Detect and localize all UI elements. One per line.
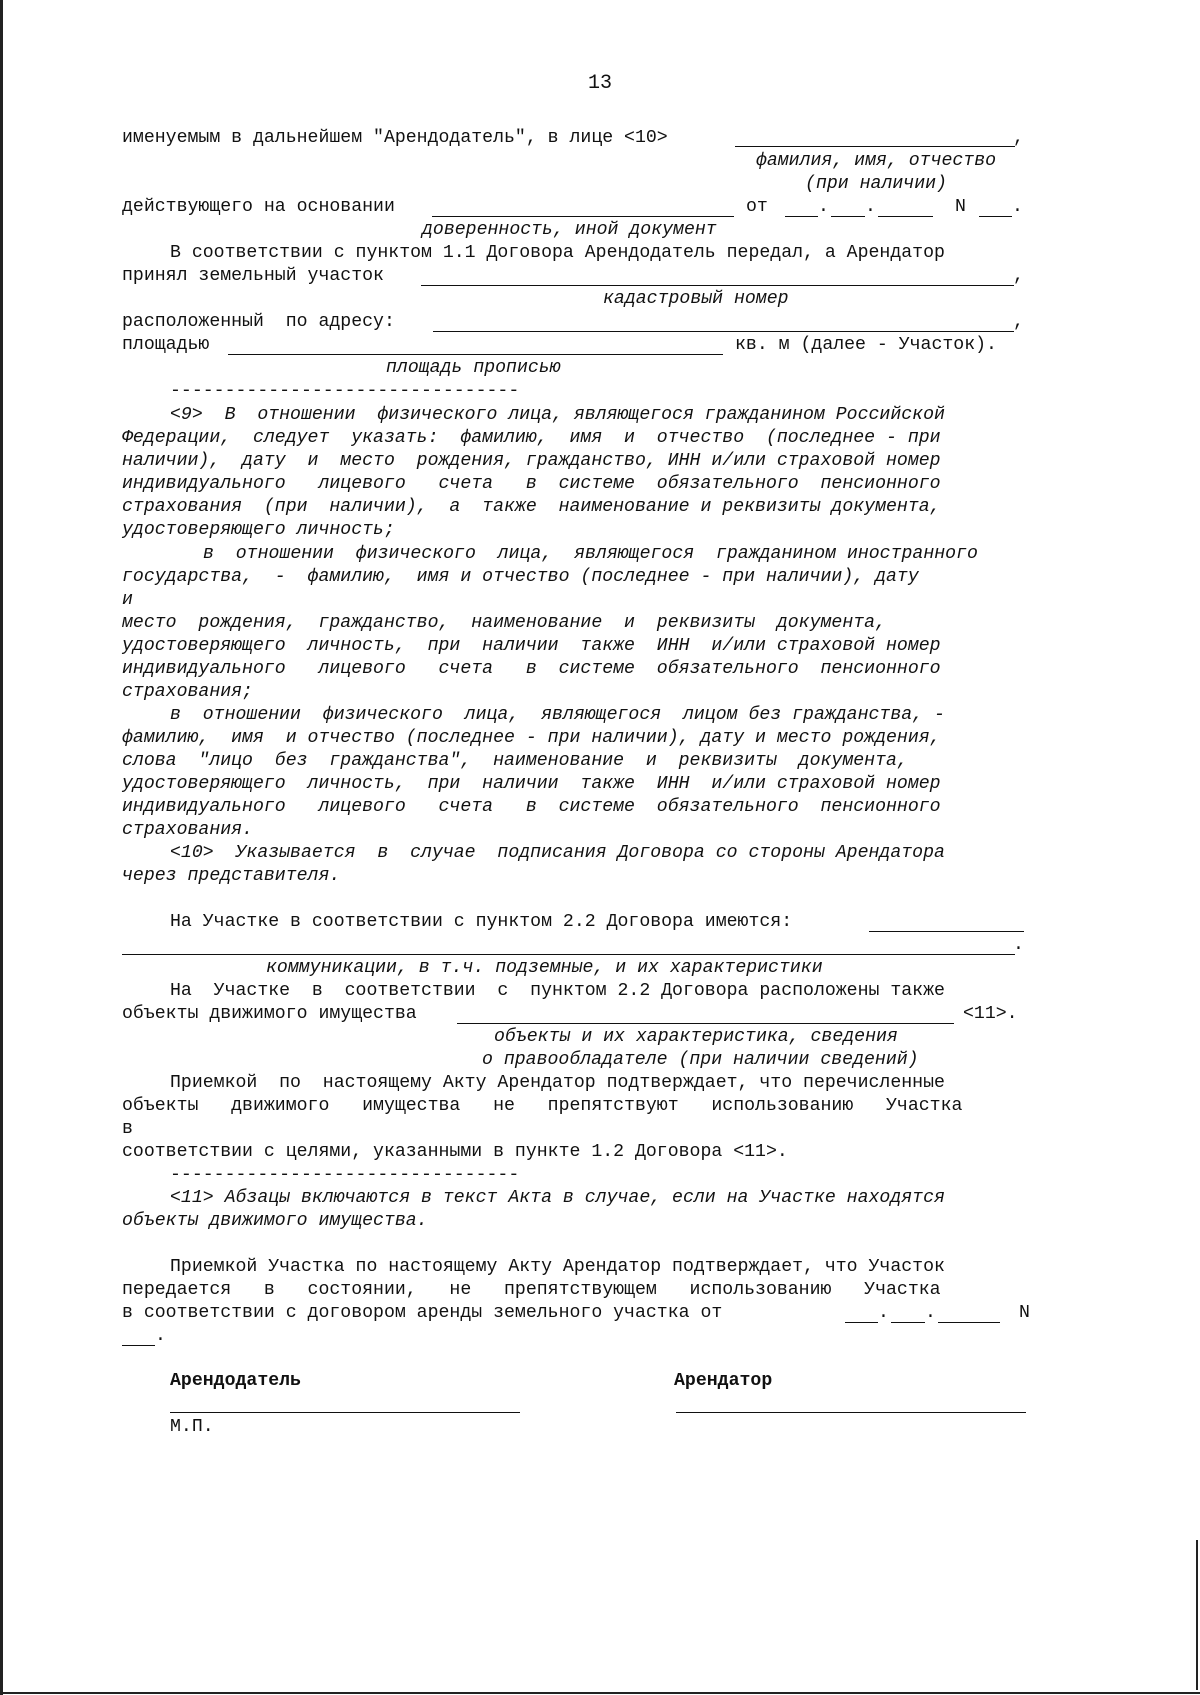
representative-hint-optional: (при наличии) — [805, 174, 947, 194]
movable-objects-field[interactable] — [457, 1023, 954, 1024]
footnote-9-line: место рождения, гражданство, наименование и реквизиты документа, — [122, 613, 886, 633]
date-dot: . — [878, 1303, 889, 1323]
footnote-11-line: <11> Абзацы включаются в текст Акта в случае, если на Участке находятся — [170, 1188, 945, 1208]
lessee-label: Арендатор — [674, 1371, 773, 1391]
movable-line-2: объекты движимого имущества — [122, 1004, 417, 1024]
cadastral-hint: кадастровый номер — [603, 289, 789, 309]
basis-document-field[interactable] — [432, 216, 734, 217]
communications-field-a[interactable] — [869, 931, 1024, 932]
lessor-label: Арендодатель — [170, 1371, 301, 1391]
period: . — [1013, 935, 1024, 955]
basis-hint: доверенность, иной документ — [422, 220, 717, 240]
basis-number-sign: N — [955, 197, 966, 217]
acceptance-1-line: объекты движимого имущества не препятствуют использованию Участка — [122, 1096, 963, 1116]
basis-day-field[interactable] — [785, 216, 818, 217]
area-suffix: кв. м (далее - Участок). — [735, 335, 997, 355]
scan-left-edge — [0, 0, 3, 1695]
footnote-9-line: наличии), дату и место рождения, гражданство, ИНН и/или страховой номер — [122, 451, 941, 471]
communications-field-b[interactable] — [122, 954, 1015, 955]
footnote-9-line: в отношении физического лица, являющегося лицом без гражданства, - — [170, 705, 945, 725]
footnote-10-line: через представителя. — [122, 866, 341, 886]
movable-ref: <11>. — [963, 1004, 1018, 1024]
footnote-separator: -------------------------------- — [170, 1165, 520, 1185]
address-field[interactable] — [433, 331, 1014, 332]
footnote-9-line: удостоверяющего личность, при наличии также ИНН и/или страховой номер — [122, 636, 941, 656]
lessee-signature-field[interactable] — [676, 1412, 1026, 1413]
footnote-9-line: государства, - фамилию, имя и отчество (последнее - при наличии), дату — [122, 567, 919, 587]
basis-number-field[interactable] — [979, 216, 1012, 217]
acceptance-2-line: Приемкой Участка по настоящему Акту Арендатор подтверждает, что Участок — [170, 1257, 945, 1277]
page-number: 13 — [587, 72, 612, 95]
contract-number-field[interactable] — [122, 1345, 155, 1346]
acceptance-1-line: в — [122, 1119, 133, 1139]
representative-text: именуемым в дальнейшем "Арендодатель", в лице <10> — [122, 128, 668, 148]
scan-right-mark — [1196, 1540, 1198, 1690]
movable-hint-2: о правообладателе (при наличии сведений) — [482, 1050, 919, 1070]
movable-line-1: На Участке в соответствии с пунктом 2.2 Договора расположены также — [170, 981, 945, 1001]
date-dot: . — [925, 1303, 936, 1323]
footnote-9-line: в отношении физического лица, являющегося гражданином иностранного — [203, 544, 978, 564]
contract-month-field[interactable] — [891, 1322, 925, 1323]
footnote-9-line: Федерации, следует указать: фамилию, имя и отчество (последнее - при — [122, 428, 941, 448]
basis-month-field[interactable] — [831, 216, 865, 217]
basis-from: от — [746, 197, 768, 217]
footnote-9-line: индивидуального лицевого счета в системе обязательного пенсионного — [122, 474, 941, 494]
date-dot: . — [865, 197, 876, 217]
lessor-signature-field[interactable] — [170, 1412, 520, 1413]
acceptance-2-line: передается в состоянии, не препятствующем использованию Участка — [122, 1280, 941, 1300]
period: . — [155, 1326, 166, 1346]
footnote-9-line: удостоверяющего личность, при наличии также ИНН и/или страховой номер — [122, 774, 941, 794]
footnote-9-line: слова "лицо без гражданства", наименование и реквизиты документа, — [122, 751, 908, 771]
footnote-9-line: удостоверяющего личность; — [122, 520, 395, 540]
period: . — [1012, 197, 1023, 217]
footnote-9-line: индивидуального лицевого счета в системе обязательного пенсионного — [122, 797, 941, 817]
area-field[interactable] — [228, 354, 723, 355]
footnote-9-line: страхования (при наличии), а также наименование и реквизиты документа, — [122, 497, 941, 517]
footnote-9-line: и — [122, 590, 133, 610]
communications-text: На Участке в соответствии с пунктом 2.2 Договора имеются: — [170, 912, 793, 932]
comma: , — [1013, 128, 1024, 148]
footnote-separator: -------------------------------- — [170, 381, 520, 401]
representative-name-field[interactable] — [735, 146, 1015, 147]
comma: , — [1013, 312, 1024, 332]
acceptance-1-line: соответствии с целями, указанными в пункте 1.2 Договора <11>. — [122, 1142, 788, 1162]
communications-hint: коммуникации, в т.ч. подземные, и их характеристики — [266, 958, 823, 978]
stamp-label: М.П. — [170, 1417, 214, 1437]
footnote-9-line: <9> В отношении физического лица, являющегося гражданином Российской — [170, 405, 945, 425]
date-dot: . — [818, 197, 829, 217]
footnote-9-line: индивидуального лицевого счета в системе обязательного пенсионного — [122, 659, 941, 679]
footnote-9-line: страхования; — [122, 682, 253, 702]
contract-day-field[interactable] — [845, 1322, 878, 1323]
footnote-9-line: фамилию, имя и отчество (последнее - при наличии), дату и место рождения, — [122, 728, 941, 748]
address-label: расположенный по адресу: — [122, 312, 395, 332]
comma: , — [1013, 266, 1024, 286]
contract-year-field[interactable] — [938, 1322, 1000, 1323]
cadastral-number-field[interactable] — [421, 285, 1014, 286]
representative-hint-name: фамилия, имя, отчество — [755, 151, 997, 171]
basis-text: действующего на основании — [122, 197, 395, 217]
scan-bottom-edge — [0, 1692, 1200, 1694]
acceptance-1-line: Приемкой по настоящему Акту Арендатор подтверждает, что перечисленные — [170, 1073, 945, 1093]
movable-hint-1: объекты и их характеристика, сведения — [494, 1027, 898, 1047]
basis-year-field[interactable] — [878, 216, 933, 217]
transfer-line-1: В соответствии с пунктом 1.1 Договора Арендодатель передал, а Арендатор — [170, 243, 945, 263]
contract-number-sign: N — [1019, 1303, 1030, 1323]
footnote-9-line: страхования. — [122, 820, 253, 840]
footnote-11-line: объекты движимого имущества. — [122, 1211, 428, 1231]
transfer-line-2: принял земельный участок — [122, 266, 384, 286]
area-label: площадью — [122, 335, 210, 355]
area-hint: площадь прописью — [386, 358, 561, 378]
footnote-10-line: <10> Указывается в случае подписания Договора со стороны Арендатора — [170, 843, 945, 863]
acceptance-2-line: в соответствии с договором аренды земельного участка от — [122, 1303, 723, 1323]
